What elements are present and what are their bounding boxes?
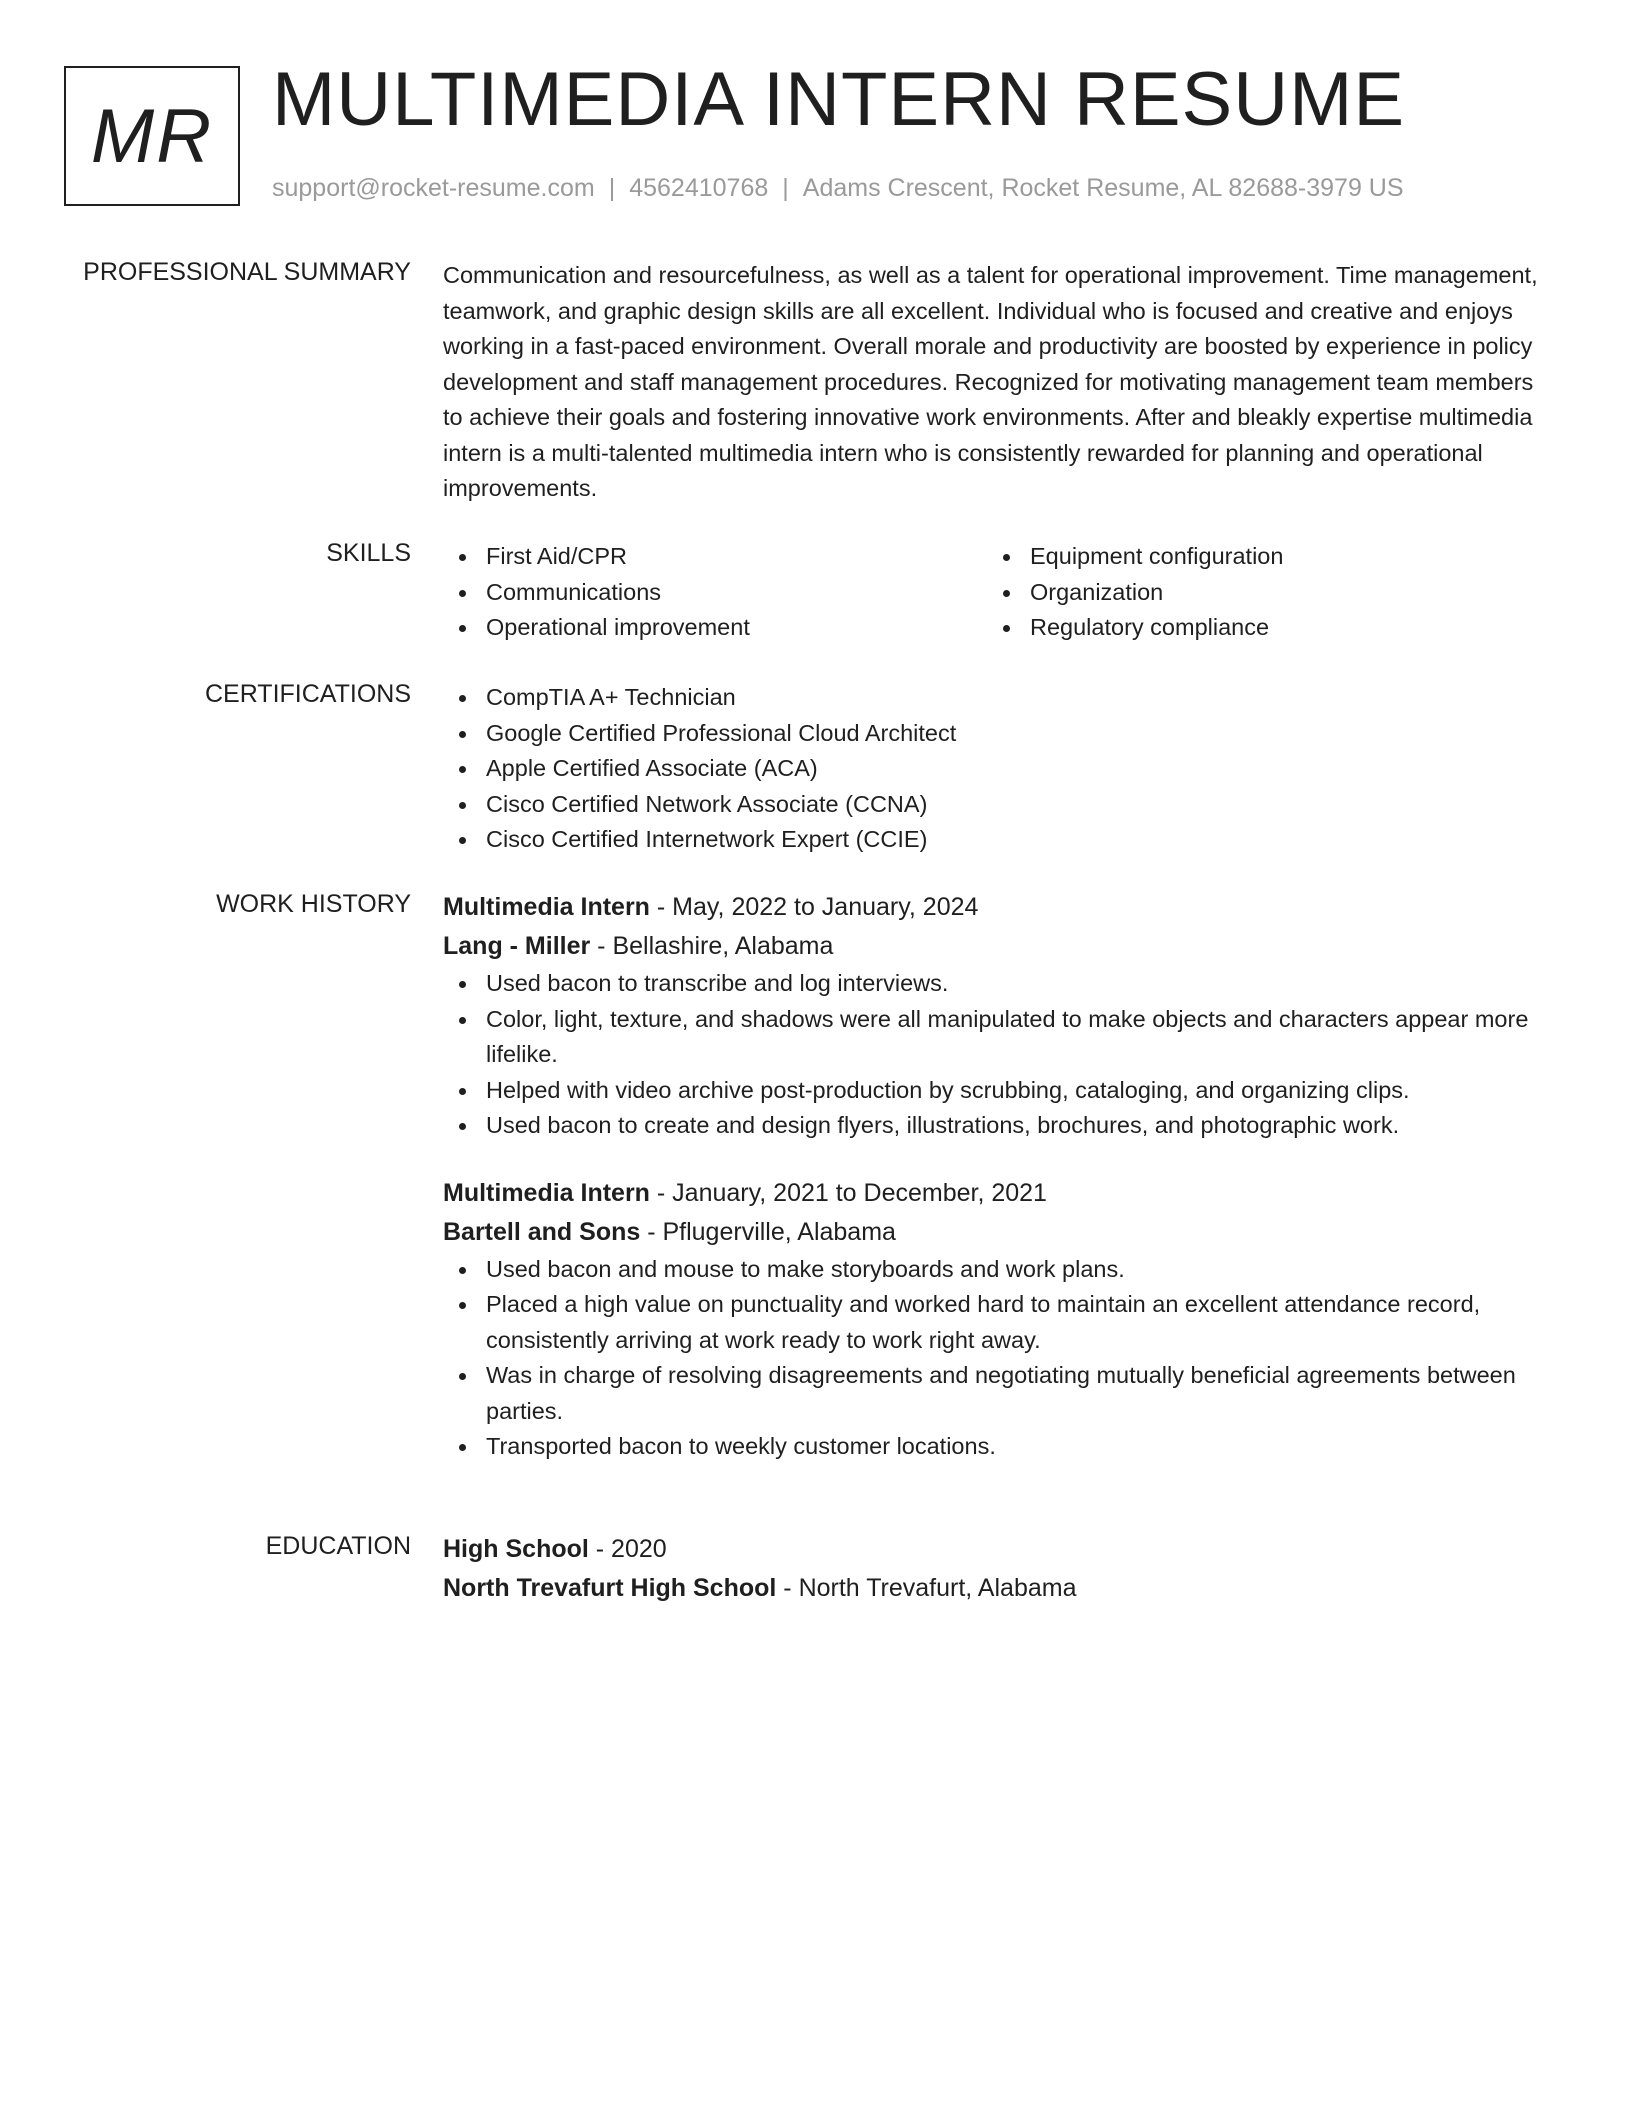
job-company-line [443, 1213, 1553, 1252]
contact-separator: | [608, 174, 616, 202]
contact-address: Adams Crescent, Rocket Resume, AL 82688-3979 US [802, 174, 1404, 202]
job-title-line [443, 888, 1553, 927]
job-location: - Pflugerville, Alabama [640, 1217, 896, 1246]
job-bullet-item: Placed a high value on punctuality and worked hard to maintain an excellent attendance record, consistently arriving at work ready to work right away. [443, 1287, 1553, 1358]
section-label-work-history: WORK HISTORY [216, 890, 411, 918]
contact-phone: 4562410768 [629, 174, 769, 202]
section-label-education: EDUCATION [265, 1532, 411, 1560]
job-bullet-item: Used bacon to create and design flyers, illustrations, brochures, and photographic work. [443, 1108, 1553, 1144]
education-year: - 2020 [588, 1535, 667, 1563]
skill-item: Equipment configuration [987, 539, 1531, 575]
job-company-line [443, 927, 1553, 966]
skill-item: Regulatory compliance [987, 610, 1531, 646]
certification-item: CompTIA A+ Technician [443, 680, 1553, 716]
education-location: - North Trevafurt, Alabama [776, 1574, 1077, 1602]
section-label-certifications: CERTIFICATIONS [204, 680, 411, 708]
skill-item: Operational improvement [443, 610, 987, 646]
job-entry [443, 1174, 1553, 1465]
job-role: Multimedia Intern [443, 1178, 650, 1207]
skill-item: First Aid/CPR [443, 539, 987, 575]
job-title-line [443, 1174, 1553, 1213]
job-entry [443, 888, 1553, 1144]
job-bullets [443, 1252, 1553, 1465]
job-dates: - May, 2022 to January, 2024 [649, 893, 979, 921]
job-role: Multimedia Intern [443, 893, 650, 921]
job-bullet-item: Helped with video archive post-production by scrubbing, cataloging, and organizing clips. [443, 1073, 1553, 1109]
certification-item: Google Certified Professional Cloud Architect [443, 716, 1553, 752]
contact-separator: | [782, 174, 789, 202]
work-history-content [443, 888, 1553, 1465]
contact-line [272, 174, 1404, 203]
job-bullet-item: Used bacon and mouse to make storyboards and work plans. [443, 1252, 1553, 1288]
monogram-initials: MR [90, 93, 214, 179]
job-bullet-item: Color, light, texture, and shadows were all manipulated to make objects and characters appear more lifelike. [443, 1002, 1553, 1073]
certifications-list [443, 680, 1553, 858]
section-label-summary: PROFESSIONAL SUMMARY [83, 258, 411, 286]
job-company: Lang - Miller [443, 932, 591, 960]
skills-list-right [987, 539, 1531, 646]
resume-title: MULTIMEDIA INTERN RESUME [272, 57, 1406, 142]
summary-text: Communication and resourcefulness, as well as a talent for operational improvement. Time management, teamwork, and graphic design skills are all excellent. Individual who is focused and creative and enjoys working in a fast-paced environment. Overall morale and productivity are boosted by experience in policy development and staff management procedures. Recognized for motivating management team members to achieve their goals and fostering innovative work environments. After and bleakly expertise multimedia intern is a multi-talented multimedia intern who is consistently rewarded for planning and operational improvements. [443, 262, 1538, 501]
summary-content [443, 258, 1553, 507]
skills-list-left [443, 539, 987, 646]
education-degree-line [443, 1530, 1553, 1569]
education-school: North Trevafurt High School [443, 1574, 777, 1602]
job-company: Bartell and Sons [443, 1217, 641, 1246]
contact-email: support@rocket-resume.com [272, 174, 595, 202]
job-bullet-item: Was in charge of resolving disagreements and negotiating mutually beneficial agreements between parties. [443, 1358, 1553, 1429]
monogram-box [64, 66, 240, 206]
job-location: - Bellashire, Alabama [590, 932, 834, 960]
skills-column-right [987, 539, 1531, 646]
certifications-content [443, 680, 1553, 858]
education-degree: High School [443, 1535, 589, 1563]
certification-item: Apple Certified Associate (ACA) [443, 751, 1553, 787]
certification-item: Cisco Certified Internetwork Expert (CCIE) [443, 822, 1553, 858]
skills-grid [443, 539, 1553, 646]
certification-item: Cisco Certified Network Associate (CCNA) [443, 787, 1553, 823]
job-bullets [443, 966, 1553, 1144]
job-bullet-item: Used bacon to transcribe and log interviews. [443, 966, 1553, 1002]
section-label-skills: SKILLS [326, 539, 411, 567]
education-school-line [443, 1569, 1553, 1608]
job-dates: - January, 2021 to December, 2021 [649, 1178, 1047, 1207]
skills-column-left [443, 539, 987, 646]
education-content [443, 1530, 1553, 1608]
skill-item: Organization [987, 575, 1531, 611]
job-bullet-item: Transported bacon to weekly customer locations. [443, 1429, 1553, 1465]
skill-item: Communications [443, 575, 987, 611]
